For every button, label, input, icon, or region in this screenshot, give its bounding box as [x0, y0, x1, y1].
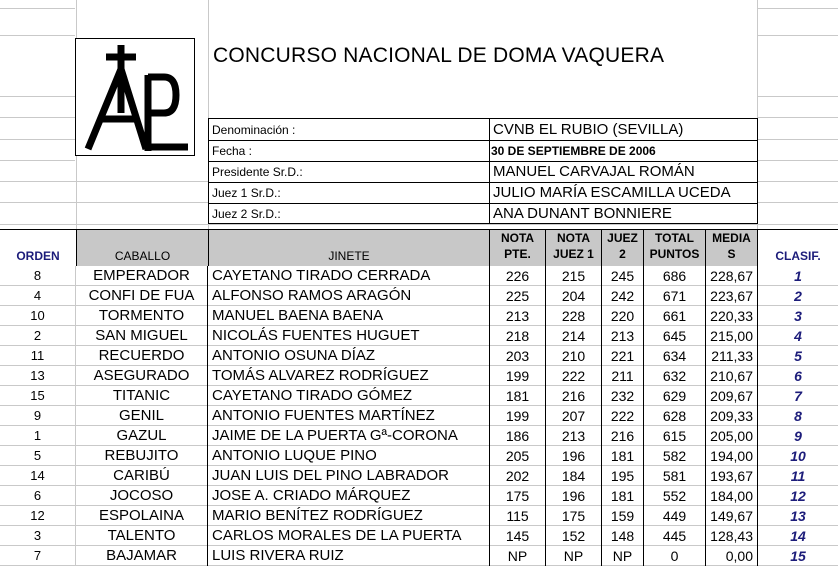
cell-media[interactable]: 210,67: [706, 366, 758, 386]
cell-nota-juez1[interactable]: 196: [546, 486, 602, 506]
cell-clasif[interactable]: 12: [790, 488, 806, 504]
cell-nota-pte[interactable]: NP: [490, 546, 546, 566]
table-row[interactable]: [0, 446, 838, 466]
cell-media[interactable]: 205,00: [706, 426, 758, 446]
cell-orden[interactable]: 5: [0, 446, 76, 466]
header-nota-pte[interactable]: NOTA PTE.: [490, 230, 546, 266]
cell-nota-juez1[interactable]: 204: [546, 286, 602, 306]
cell-total[interactable]: 686: [644, 266, 706, 286]
cell-nota-juez1[interactable]: NP: [546, 546, 602, 566]
cell-jinete[interactable]: CARLOS MORALES DE LA PUERTA: [208, 526, 490, 546]
header-total[interactable]: TOTAL PUNTOS: [644, 230, 706, 266]
cell-juez2[interactable]: 232: [602, 386, 644, 406]
cell-nota-pte[interactable]: 225: [490, 286, 546, 306]
cell-caballo[interactable]: JOCOSO: [76, 486, 208, 506]
cell-total[interactable]: 632: [644, 366, 706, 386]
table-row[interactable]: [0, 366, 838, 386]
table-row[interactable]: [0, 386, 838, 406]
cell-clasif[interactable]: 1: [794, 268, 802, 284]
header-media[interactable]: MEDIA S: [706, 230, 758, 266]
info-value[interactable]: JULIO MARÍA ESCAMILLA UCEDA: [493, 184, 731, 201]
cell-total[interactable]: 615: [644, 426, 706, 446]
header-clasif[interactable]: CLASIF.: [775, 249, 821, 263]
cell-jinete[interactable]: JAIME DE LA PUERTA Gª-CORONA: [208, 426, 490, 446]
cell-nota-pte[interactable]: 181: [490, 386, 546, 406]
table-row[interactable]: [0, 486, 838, 506]
cell-media[interactable]: 228,67: [706, 266, 758, 286]
cell-caballo[interactable]: CONFI DE FUA: [76, 286, 208, 306]
page-title: CONCURSO NACIONAL DE DOMA VAQUERA: [213, 44, 665, 67]
cell-clasif[interactable]: 10: [790, 448, 806, 464]
cell-clasif[interactable]: 13: [790, 508, 806, 524]
cell-orden[interactable]: 8: [0, 266, 76, 286]
table-row[interactable]: [0, 266, 838, 286]
cell-orden[interactable]: 6: [0, 486, 76, 506]
cross-logo-icon: [76, 39, 194, 155]
logo: [75, 38, 195, 156]
cell-clasif[interactable]: 6: [794, 368, 802, 384]
header-juez2[interactable]: JUEZ 2: [602, 230, 644, 266]
cell-nota-juez1[interactable]: 216: [546, 386, 602, 406]
cell-juez2[interactable]: 181: [602, 486, 644, 506]
info-row-fecha: [209, 140, 757, 162]
cell-media[interactable]: 209,67: [706, 386, 758, 406]
cell-juez2[interactable]: 221: [602, 346, 644, 366]
cell-total[interactable]: 671: [644, 286, 706, 306]
table-row[interactable]: [0, 466, 838, 486]
cell-media[interactable]: 211,33: [706, 346, 758, 366]
cell-caballo[interactable]: CARIBÚ: [76, 466, 208, 486]
cell-media[interactable]: 0,00: [706, 546, 758, 566]
cell-clasif[interactable]: 15: [790, 548, 806, 564]
cell-media[interactable]: 128,43: [706, 526, 758, 546]
table-header: [0, 230, 838, 266]
cell-orden[interactable]: 12: [0, 506, 76, 526]
cell-nota-pte[interactable]: 226: [490, 266, 546, 286]
cell-caballo[interactable]: BAJAMAR: [76, 546, 208, 566]
info-value[interactable]: CVNB EL RUBIO (SEVILLA): [493, 121, 684, 138]
cell-total[interactable]: 645: [644, 326, 706, 346]
info-row-juez1: [209, 182, 757, 204]
table-row[interactable]: [0, 506, 838, 526]
cell-orden[interactable]: 7: [0, 546, 76, 566]
info-label: Fecha :: [212, 144, 253, 158]
cell-jinete[interactable]: CAYETANO TIRADO GÓMEZ: [208, 386, 490, 406]
cell-juez2[interactable]: 148: [602, 526, 644, 546]
cell-total[interactable]: 582: [644, 446, 706, 466]
info-label: Presidente Sr.D.:: [212, 165, 303, 179]
cell-nota-juez1[interactable]: 214: [546, 326, 602, 346]
cell-nota-juez1[interactable]: 152: [546, 526, 602, 546]
cell-orden[interactable]: 13: [0, 366, 76, 386]
cell-media[interactable]: 193,67: [706, 466, 758, 486]
header-orden[interactable]: ORDEN: [0, 230, 77, 266]
cell-nota-pte[interactable]: 202: [490, 466, 546, 486]
cell-media[interactable]: 184,00: [706, 486, 758, 506]
info-value[interactable]: MANUEL CARVAJAL ROMÁN: [493, 163, 695, 180]
cell-nota-pte[interactable]: 199: [490, 366, 546, 386]
cell-nota-juez1[interactable]: 215: [546, 266, 602, 286]
cell-clasif[interactable]: 8: [794, 408, 802, 424]
info-label: Denominación :: [212, 123, 296, 137]
cell-total[interactable]: 634: [644, 346, 706, 366]
cell-jinete[interactable]: LUIS RIVERA RUIZ: [208, 546, 490, 566]
cell-clasif[interactable]: 3: [794, 308, 802, 324]
cell-nota-juez1[interactable]: 184: [546, 466, 602, 486]
cell-caballo[interactable]: GENIL: [76, 406, 208, 426]
cell-caballo[interactable]: ASEGURADO: [76, 366, 208, 386]
cell-total[interactable]: 628: [644, 406, 706, 426]
cell-nota-pte[interactable]: 175: [490, 486, 546, 506]
cell-total[interactable]: 581: [644, 466, 706, 486]
cell-total[interactable]: 552: [644, 486, 706, 506]
cell-jinete[interactable]: ANTONIO LUQUE PINO: [208, 446, 490, 466]
table-row[interactable]: [0, 326, 838, 346]
cell-nota-pte[interactable]: 205: [490, 446, 546, 466]
info-row-juez2: [209, 203, 757, 223]
cell-nota-pte[interactable]: 186: [490, 426, 546, 446]
header-caballo[interactable]: CABALLO: [77, 230, 209, 266]
cell-nota-pte[interactable]: 213: [490, 306, 546, 326]
cell-juez2[interactable]: 216: [602, 426, 644, 446]
table-row[interactable]: [0, 526, 838, 546]
cell-clasif[interactable]: 9: [794, 428, 802, 444]
cell-jinete[interactable]: MARIO BENÍTEZ RODRÍGUEZ: [208, 506, 490, 526]
cell-orden[interactable]: 9: [0, 406, 76, 426]
cell-orden[interactable]: 3: [0, 526, 76, 546]
cell-jinete[interactable]: JOSE A. CRIADO MÁRQUEZ: [208, 486, 490, 506]
cell-juez2[interactable]: 220: [602, 306, 644, 326]
cell-nota-juez1[interactable]: 213: [546, 426, 602, 446]
cell-caballo[interactable]: TALENTO: [76, 526, 208, 546]
cell-nota-juez1[interactable]: 222: [546, 366, 602, 386]
info-value[interactable]: ANA DUNANT BONNIERE: [493, 205, 672, 222]
cell-caballo[interactable]: EMPERADOR: [76, 266, 208, 286]
cell-juez2[interactable]: 159: [602, 506, 644, 526]
cell-orden[interactable]: 2: [0, 326, 76, 346]
cell-jinete[interactable]: TOMÁS ALVAREZ RODRÍGUEZ: [208, 366, 490, 386]
cell-jinete[interactable]: JUAN LUIS DEL PINO LABRADOR: [208, 466, 490, 486]
cell-nota-juez1[interactable]: 207: [546, 406, 602, 426]
cell-juez2[interactable]: 245: [602, 266, 644, 286]
cell-clasif[interactable]: 14: [790, 528, 806, 544]
cell-orden[interactable]: 4: [0, 286, 76, 306]
cell-juez2[interactable]: NP: [602, 546, 644, 566]
cell-juez2[interactable]: 211: [602, 366, 644, 386]
cell-orden[interactable]: 10: [0, 306, 76, 326]
cell-caballo[interactable]: RECUERDO: [76, 346, 208, 366]
info-label: Juez 1 Sr.D.:: [212, 186, 281, 200]
cell-media[interactable]: 209,33: [706, 406, 758, 426]
cell-media[interactable]: 215,00: [706, 326, 758, 346]
results-table: [0, 266, 838, 566]
header-jinete[interactable]: JINETE: [209, 230, 490, 266]
cell-nota-juez1[interactable]: 175: [546, 506, 602, 526]
cell-juez2[interactable]: 181: [602, 446, 644, 466]
cell-caballo[interactable]: TORMENTO: [76, 306, 208, 326]
cell-jinete[interactable]: ANTONIO FUENTES MARTÍNEZ: [208, 406, 490, 426]
cell-clasif[interactable]: 4: [794, 328, 802, 344]
cell-media[interactable]: 220,33: [706, 306, 758, 326]
cell-jinete[interactable]: MANUEL BAENA BAENA: [208, 306, 490, 326]
cell-orden[interactable]: 11: [0, 346, 76, 366]
cell-nota-pte[interactable]: 218: [490, 326, 546, 346]
cell-nota-juez1[interactable]: 210: [546, 346, 602, 366]
cell-nota-pte[interactable]: 115: [490, 506, 546, 526]
cell-juez2[interactable]: 222: [602, 406, 644, 426]
cell-orden[interactable]: 15: [0, 386, 76, 406]
cell-total[interactable]: 445: [644, 526, 706, 546]
cell-nota-juez1[interactable]: 196: [546, 446, 602, 466]
info-label: Juez 2 Sr.D.:: [212, 207, 281, 221]
info-value[interactable]: 30 DE SEPTIEMBRE DE 2006: [491, 144, 656, 158]
event-info-box: [208, 118, 758, 224]
cell-jinete[interactable]: ALFONSO RAMOS ARAGÓN: [208, 286, 490, 306]
info-row-denominacion: [209, 119, 757, 141]
cell-clasif[interactable]: 11: [790, 468, 806, 484]
cell-clasif[interactable]: 7: [794, 388, 802, 404]
info-row-presidente: [209, 161, 757, 183]
table-row[interactable]: [0, 546, 838, 566]
table-row[interactable]: [0, 346, 838, 366]
cell-total[interactable]: 629: [644, 386, 706, 406]
cell-nota-pte[interactable]: 199: [490, 406, 546, 426]
cell-total[interactable]: 0: [644, 546, 706, 566]
table-row[interactable]: [0, 286, 838, 306]
table-row[interactable]: [0, 426, 838, 446]
cell-caballo[interactable]: ESPOLAINA: [76, 506, 208, 526]
cell-clasif[interactable]: 5: [794, 348, 802, 364]
cell-total[interactable]: 661: [644, 306, 706, 326]
cell-juez2[interactable]: 195: [602, 466, 644, 486]
cell-orden[interactable]: 1: [0, 426, 76, 446]
cell-caballo[interactable]: SAN MIGUEL: [76, 326, 208, 346]
cell-caballo[interactable]: REBUJITO: [76, 446, 208, 466]
cell-nota-pte[interactable]: 203: [490, 346, 546, 366]
cell-orden[interactable]: 14: [0, 466, 76, 486]
cell-nota-juez1[interactable]: 228: [546, 306, 602, 326]
cell-total[interactable]: 449: [644, 506, 706, 526]
cell-caballo[interactable]: GAZUL: [76, 426, 208, 446]
cell-media[interactable]: 194,00: [706, 446, 758, 466]
cell-jinete[interactable]: NICOLÁS FUENTES HUGUET: [208, 326, 490, 346]
header-nota-juez1[interactable]: NOTA JUEZ 1: [546, 230, 602, 266]
cell-jinete[interactable]: CAYETANO TIRADO CERRADA: [208, 266, 490, 286]
table-row[interactable]: [0, 306, 838, 326]
cell-jinete[interactable]: ANTONIO OSUNA DÍAZ: [208, 346, 490, 366]
table-row[interactable]: [0, 406, 838, 426]
cell-media[interactable]: 223,67: [706, 286, 758, 306]
cell-clasif[interactable]: 2: [794, 288, 802, 304]
cell-juez2[interactable]: 242: [602, 286, 644, 306]
cell-media[interactable]: 149,67: [706, 506, 758, 526]
cell-caballo[interactable]: TITANIC: [76, 386, 208, 406]
cell-nota-pte[interactable]: 145: [490, 526, 546, 546]
cell-juez2[interactable]: 213: [602, 326, 644, 346]
